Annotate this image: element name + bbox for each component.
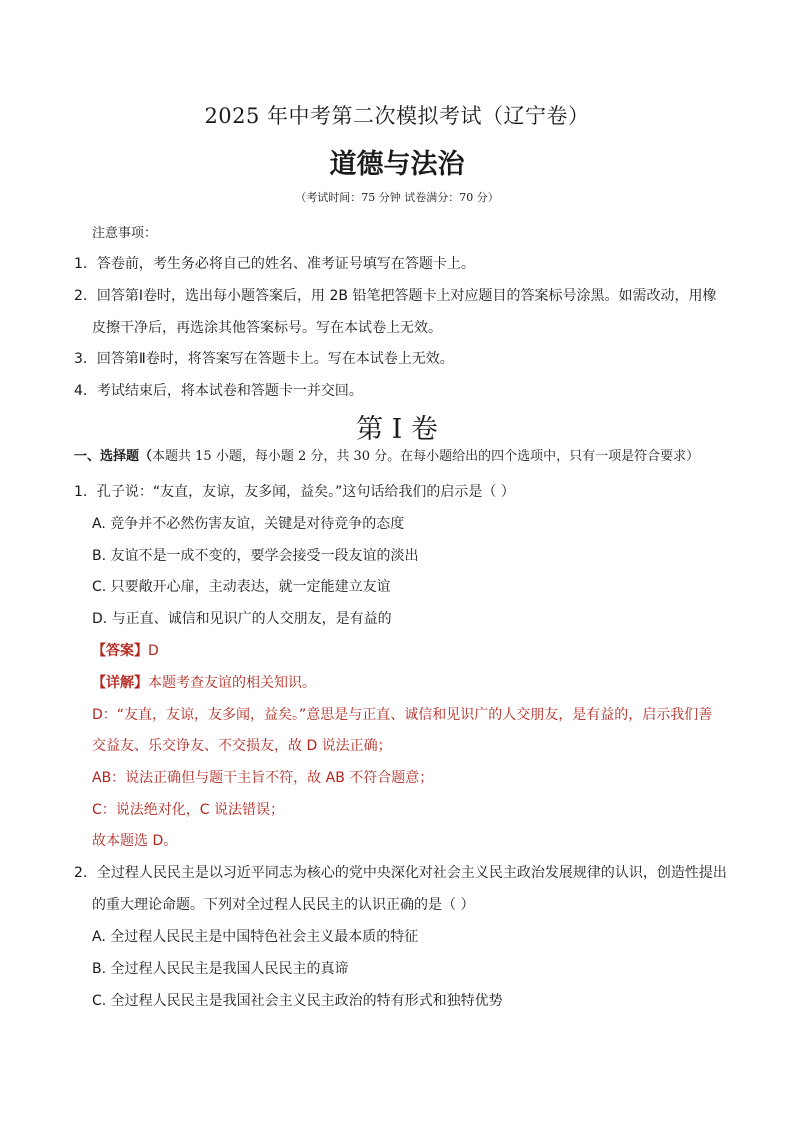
q1-explanation-3: AB：说法正确但与题干主旨不符，故 AB 不符合题意；: [92, 770, 434, 786]
question-2-stem-1: 2．全过程人民民主是以习近平同志为核心的党中央深化对社会主义民主政治发展规律的认识，创造性提出: [74, 865, 727, 881]
q1-option-c: C. 只要敞开心扉，主动表达，就一定能建立友谊: [92, 579, 391, 595]
notice-item-3: 3．回答第Ⅱ卷时，将答案写在答题卡上。写在本试卷上无效。: [74, 351, 454, 367]
exam-title: 2025 年中考第二次模拟考试（辽宁卷）: [204, 104, 590, 128]
notice-item-2-cont: 皮擦干净后，再选涂其他答案标号。写在本试卷上无效。: [92, 320, 442, 336]
volume-title: 第 I 卷: [356, 414, 438, 445]
q1-option-b: B. 友谊不是一成不变的，要学会接受一段友谊的淡出: [92, 548, 419, 564]
notice-item-4: 4．考试结束后，将本试卷和答题卡一并交回。: [74, 383, 363, 399]
q1-option-a: A. 竞争并不必然伤害友谊，关键是对待竞争的态度: [92, 516, 405, 532]
q1-option-d: D. 与正直、诚信和见识广的人交朋友，是有益的: [92, 611, 392, 627]
question-2-stem-2: 的重大理论命题。下列对全过程人民民主的认识正确的是（ ）: [92, 897, 475, 913]
answer-label: 【答案】: [92, 643, 148, 659]
q1-explanation-1: D：“友直，友谅，友多闻，益矣。”意思是与正直、诚信和见识广的人交朋友，是有益的，启示我们善: [92, 707, 713, 723]
q1-detail: [92, 672, 316, 692]
section-suffix: ）: [686, 449, 700, 464]
notice-item-2: 2．回答第Ⅰ卷时，选出每小题答案后，用 2B 铅笔把答题卡上对应题目的答案标号涂黑。如需改动，用橡: [74, 288, 717, 304]
question-1-stem: 1．孔子说：“友直，友谅，友多闻，益矣。”这句话给我们的启示是（ ）: [74, 484, 515, 500]
q1-answer: [92, 640, 159, 660]
subject-title: 道德与法治: [329, 149, 465, 180]
answer-value: D: [148, 643, 159, 659]
q1-explanation-4: C：说法绝对化，C 说法错误；: [92, 802, 285, 818]
q2-option-b: B. 全过程人民民主是我国人民民主的真谛: [92, 961, 349, 977]
q1-explanation-5: 故本题选 D。: [92, 833, 178, 849]
q1-explanation-2: 交益友、乐交诤友、不交损友，故 D 说法正确；: [92, 738, 392, 754]
section-desc: 本题共 15 小题，每小题 2 分，共 30 分。在每小题给出的四个选项中，只有一项是符合要求: [152, 449, 687, 464]
q2-option-c: C. 全过程人民民主是我国社会主义民主政治的特有形式和独特优势: [92, 993, 503, 1009]
section-heading: [74, 445, 699, 464]
notice-item-1: 1．答卷前，考生务必将自己的姓名、准考证号填写在答题卡上。: [74, 256, 475, 272]
detail-label: 【详解】: [92, 675, 148, 691]
notice-heading: 注意事项：: [92, 226, 158, 241]
exam-time-info: （考试时间：75 分钟 试卷满分：70 分）: [295, 191, 499, 204]
section-prefix: 一、选择题（: [74, 449, 153, 464]
q2-option-a: A. 全过程人民民主是中国特色社会主义最本质的特征: [92, 929, 419, 945]
detail-value: 本题考查友谊的相关知识。: [148, 675, 316, 691]
